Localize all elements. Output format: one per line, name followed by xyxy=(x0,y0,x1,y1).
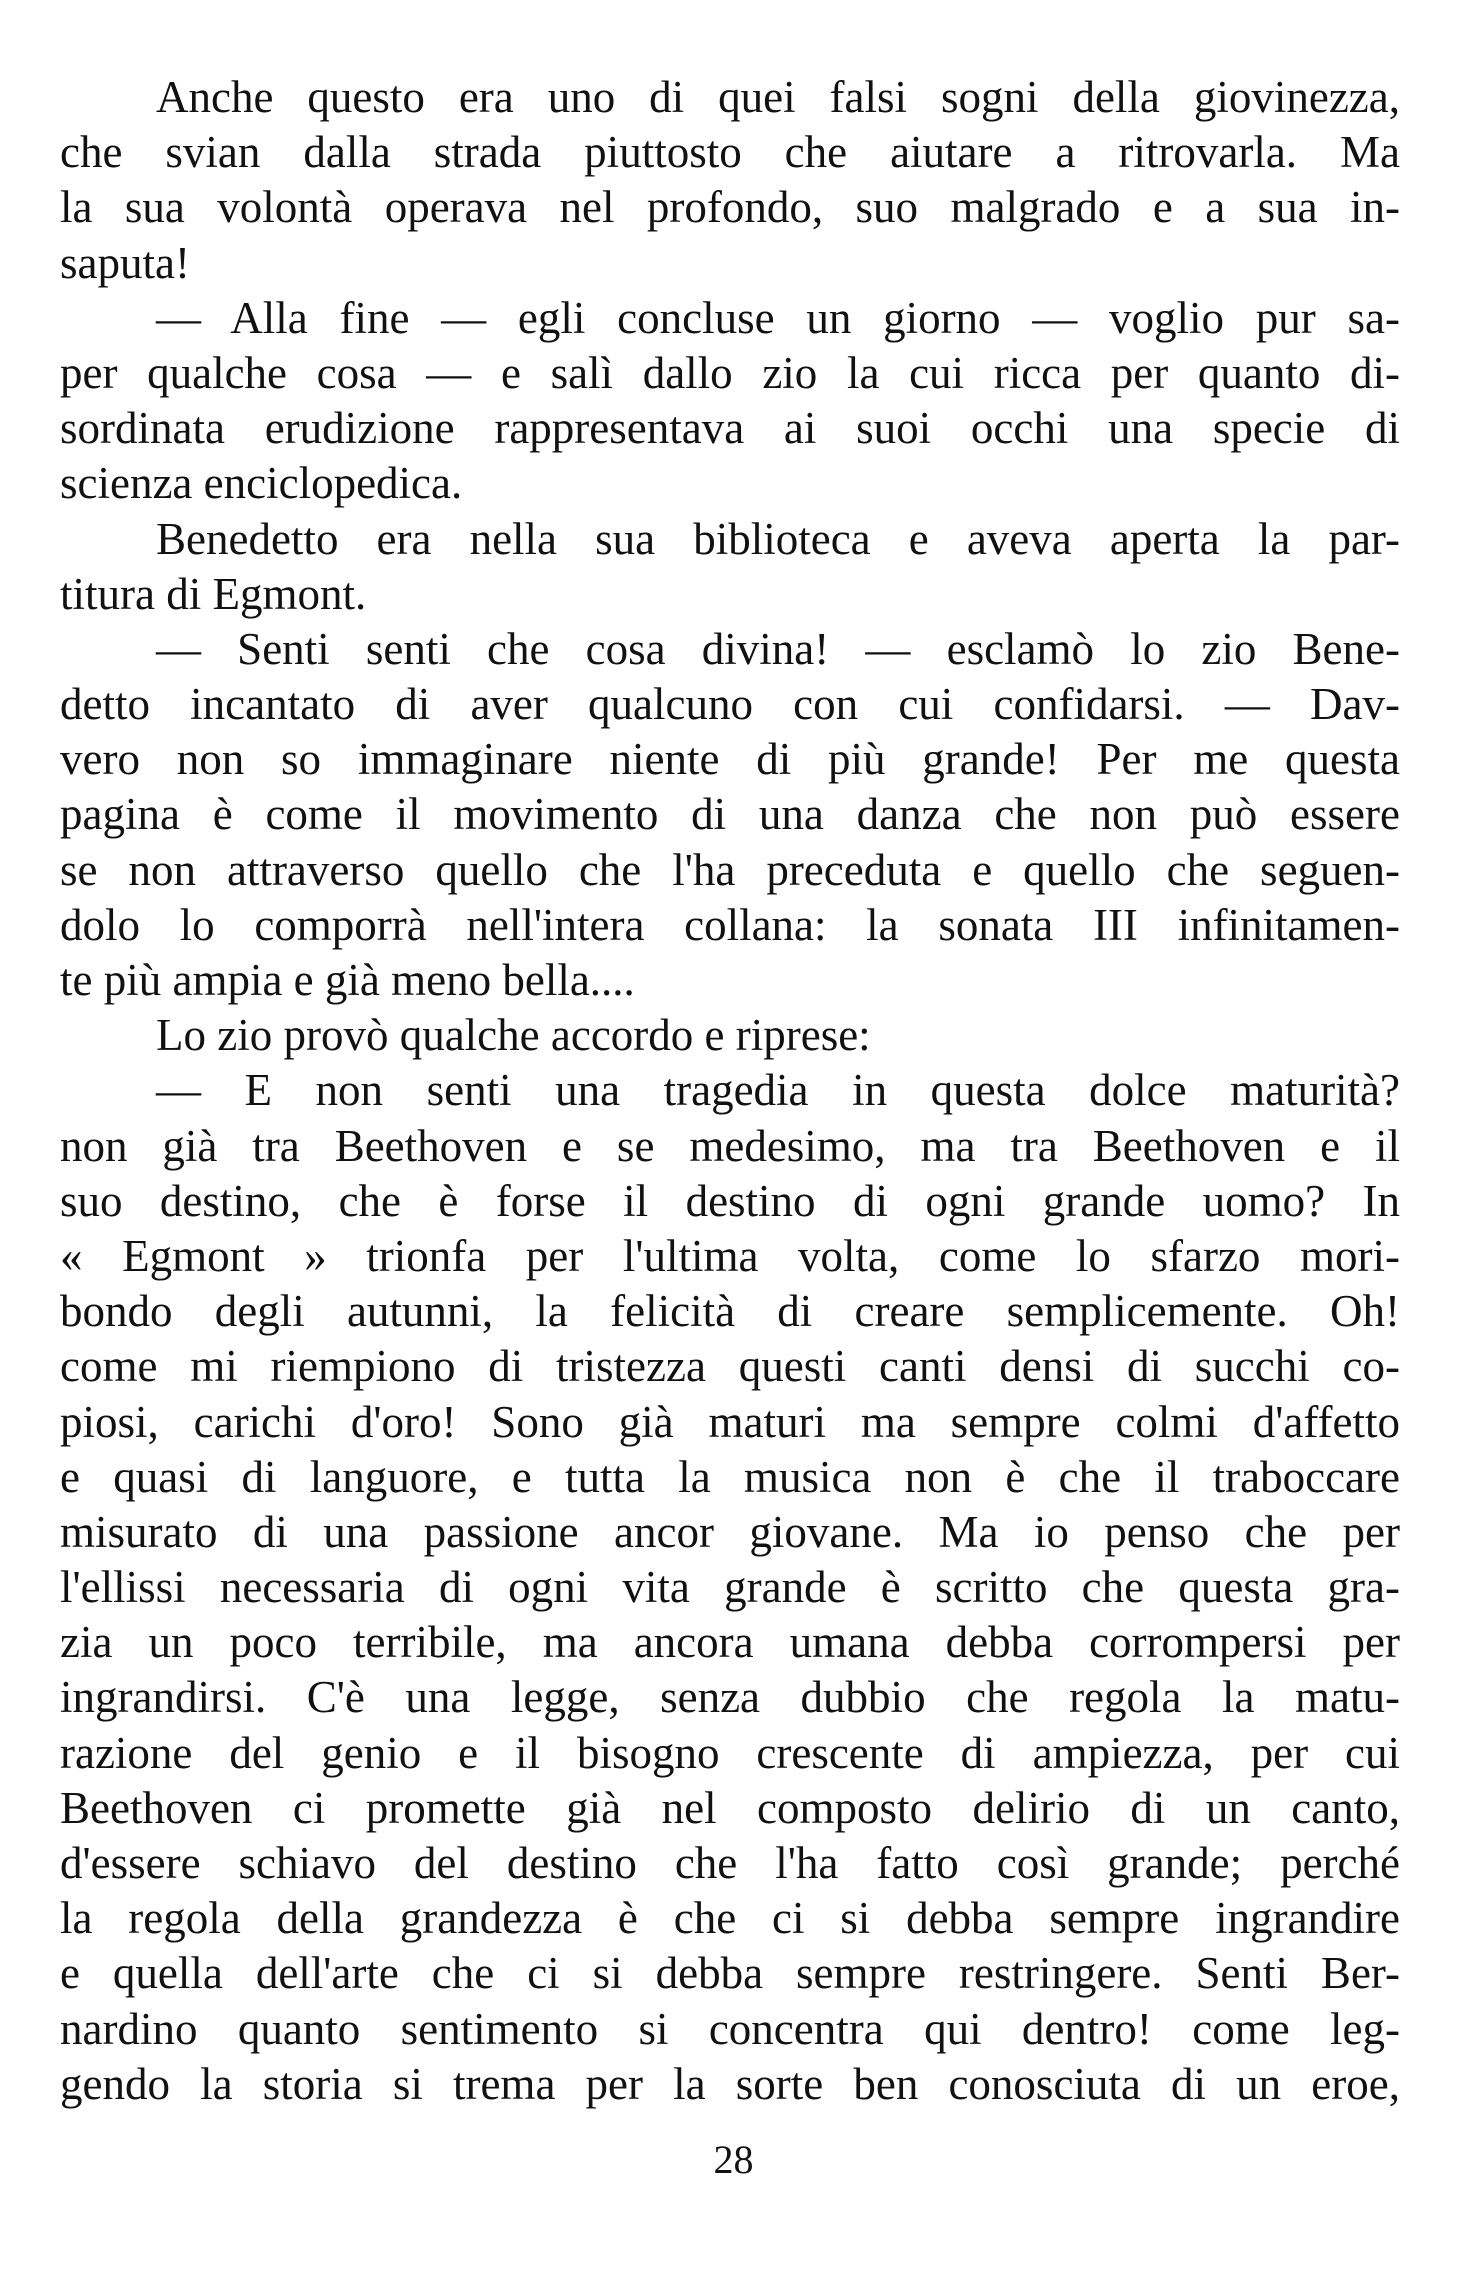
text-line: detto incantato di aver qualcuno con cui confidarsi. — Dav- xyxy=(60,679,1400,730)
text-line: bondo degli autunni, la felicità di creare semplicemente. Oh! xyxy=(60,1286,1400,1337)
text-line: — E non senti una tragedia in questa dolce maturità? xyxy=(156,1065,1400,1116)
text-line: suo destino, che è forse il destino di ogni grande uomo? In xyxy=(60,1175,1400,1226)
text-line: che svian dalla strada piuttosto che aiutare a ritrovarla. Ma xyxy=(60,127,1400,178)
text-line: vero non so immaginare niente di più grande! Per me questa xyxy=(60,734,1400,785)
text-line: titura di Egmont. xyxy=(60,568,367,619)
page-body xyxy=(60,70,1400,2112)
text-line: Benedetto era nella sua biblioteca e aveva aperta la par- xyxy=(156,513,1400,564)
text-line: e quasi di languore, e tutta la musica non è che il traboccare xyxy=(60,1451,1400,1502)
text-line: gendo la storia si trema per la sorte ben conosciuta di un eroe, xyxy=(60,2058,1400,2109)
text-line: pagina è come il movimento di una danza che non può essere xyxy=(60,789,1400,840)
text-line: la sua volontà operava nel profondo, suo malgrado e a sua in- xyxy=(60,182,1400,233)
text-line: l'ellissi necessaria di ogni vita grande è scritto che questa gra- xyxy=(60,1562,1400,1613)
text-line: saputa! xyxy=(60,237,190,288)
text-line: piosi, carichi d'oro! Sono già maturi ma sempre colmi d'affetto xyxy=(60,1396,1400,1447)
text-line: zia un poco terribile, ma ancora umana debba corrompersi per xyxy=(60,1617,1400,1668)
text-line: scienza enciclopedica. xyxy=(60,458,463,509)
text-line: sordinata erudizione rappresentava ai suoi occhi una specie di xyxy=(60,403,1400,454)
text-line: la regola della grandezza è che ci si debba sempre ingrandire xyxy=(60,1893,1400,1944)
text-line: — Alla fine — egli concluse un giorno — voglio pur sa- xyxy=(156,292,1400,343)
text-line: d'essere schiavo del destino che l'ha fatto così grande; perché xyxy=(60,1838,1400,1888)
text-line: « Egmont » trionfa per l'ultima volta, come lo sfarzo mori- xyxy=(60,1230,1400,1281)
text-line: per qualche cosa — e salì dallo zio la cui ricca per quanto di- xyxy=(60,347,1400,398)
text-line: e quella dell'arte che ci si debba sempre restringere. Senti Ber- xyxy=(60,1948,1400,1999)
text-line: non già tra Beethoven e se medesimo, ma tra Beethoven e il xyxy=(60,1120,1400,1171)
text-line: dolo lo comporrà nell'intera collana: la sonata III infinitamen- xyxy=(60,899,1400,950)
text-line: se non attraverso quello che l'ha preceduta e quello che seguen- xyxy=(60,844,1400,895)
text-line: misurato di una passione ancor giovane. Ma io penso che per xyxy=(60,1506,1400,1557)
text-line: nardino quanto sentimento si concentra qui dentro! come leg- xyxy=(60,2003,1400,2054)
text-line: ingrandirsi. C'è una legge, senza dubbio che regola la matu- xyxy=(60,1672,1400,1723)
text-line: Lo zio provò qualche accordo e riprese: xyxy=(156,1010,871,1061)
page-number: 28 xyxy=(713,2137,754,2182)
text-line: Anche questo era uno di quei falsi sogni della giovinezza, xyxy=(156,72,1400,122)
text-line: razione del genio e il bisogno crescente di ampiezza, per cui xyxy=(60,1727,1400,1778)
text-line: te più ampia e già meno bella.... xyxy=(60,955,635,1005)
text-line: Beethoven ci promette già nel composto delirio di un canto, xyxy=(60,1782,1400,1833)
text-line: come mi riempiono di tristezza questi canti densi di succhi co- xyxy=(60,1341,1400,1392)
text-line: — Senti senti che cosa divina! — esclamò lo zio Bene- xyxy=(156,623,1400,674)
